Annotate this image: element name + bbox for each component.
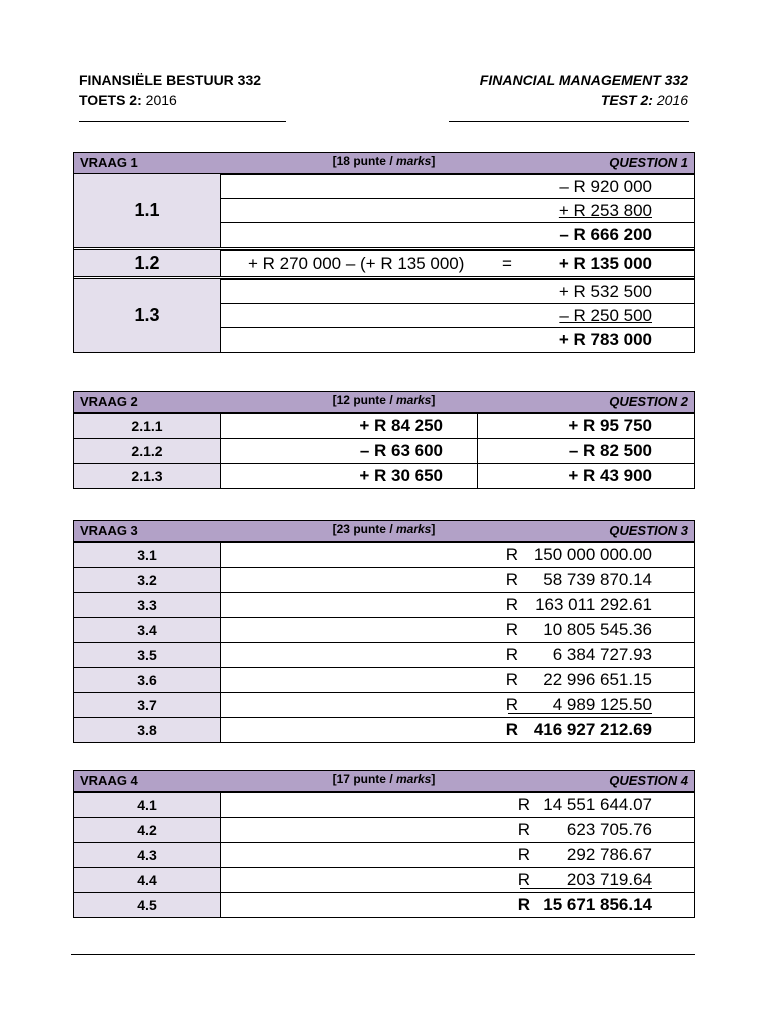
table-row [74,717,694,742]
row-label: 3.3 [74,593,221,617]
answer-total: – R 666 200 [220,222,694,247]
answer-a: + R 30 650 [359,466,443,485]
expression: + R 270 000 – (+ R 135 000) [248,254,465,273]
amount-value: 10 805 545.36 [543,620,652,639]
row-label: 2.1.2 [74,439,221,463]
question-label-af: VRAAG 2 [80,394,138,409]
marks-label: [23 punte / marks] [332,522,436,536]
amount-value: 15 671 856.14 [543,895,652,914]
question-label-en: QUESTION 4 [609,773,688,788]
row-label: 4.3 [74,843,221,867]
answer-a: – R 63 600 [359,441,443,460]
result: + R 135 000 [558,254,652,273]
answer-line: – R 250 500 [220,303,694,328]
currency-symbol: R [505,670,518,689]
question-label-en: QUESTION 3 [609,523,688,538]
table-row [74,592,694,617]
table-row [74,642,694,667]
table-row [74,867,694,892]
currency-symbol: R [505,645,518,664]
row-label: 3.5 [74,643,221,667]
question-1-table [73,152,695,353]
amount-value: 22 996 651.15 [543,670,652,689]
course-title-en: FINANCIAL MANAGEMENT 332 [479,72,688,88]
currency-symbol: R [505,595,518,614]
currency-symbol: R [505,695,518,714]
header-rule-right [449,121,689,122]
section-1-2 [74,247,694,276]
question-4-table [73,770,695,918]
table-row [74,567,694,592]
answer-b: – R 82 500 [568,441,652,460]
table-row [74,892,694,917]
question-label-en: QUESTION 2 [609,394,688,409]
currency-symbol: R [505,545,518,564]
question-3-table [73,520,695,743]
question-4-rows [74,792,694,917]
footer-rule [71,954,695,955]
section-number: 1.1 [74,174,221,247]
table-row [74,792,694,817]
answer-line: + R 253 800 [220,198,694,223]
currency-symbol: R [517,820,530,839]
currency-symbol: R [517,845,530,864]
currency-symbol: R [505,720,518,739]
question-3-rows [74,542,694,742]
amount-value: 292 786.67 [566,845,652,864]
question-label-af: VRAAG 3 [80,523,138,538]
equals-sign: = [502,254,512,273]
currency-symbol: R [517,795,530,814]
row-label: 3.4 [74,618,221,642]
header-left [79,70,261,110]
course-title-af: FINANSIËLE BESTUUR 332 [79,72,262,88]
question-label-af: VRAAG 1 [80,155,138,170]
answer-a: + R 84 250 [359,416,443,435]
amount-value: 4 989 125.50 [552,695,652,714]
amount-value: 150 000 000.00 [533,545,652,564]
header-rule-left [79,121,286,122]
table-row [74,692,694,717]
currency-symbol: R [517,895,530,914]
row-label: 4.4 [74,868,221,892]
marks-label: [12 punte / marks] [332,393,436,407]
row-label: 3.8 [74,718,221,742]
currency-symbol: R [505,620,518,639]
question-label-af: VRAAG 4 [80,773,138,788]
question-1-header [74,153,694,174]
question-label-en: QUESTION 1 [609,155,688,170]
question-4-header [74,771,694,792]
table-row [74,463,694,488]
test-label-af [79,90,261,110]
answer-line: + R 532 500 [220,279,694,304]
question-3-header [74,521,694,542]
amount-value: 416 927 212.69 [533,720,652,739]
table-row [74,542,694,567]
answer-total: + R 783 000 [220,327,694,352]
row-label: 2.1.3 [74,464,221,488]
question-2-table [73,391,695,489]
marks-label: [17 punte / marks] [332,772,436,786]
table-row [74,438,694,463]
row-label: 4.2 [74,818,221,842]
row-label: 3.2 [74,568,221,592]
test-label: TOETS 2: [79,92,142,108]
question-2-header [74,392,694,413]
test-label: TEST 2: [600,92,653,108]
header-right [480,70,688,110]
section-1-3 [74,276,694,352]
amount-value: 58 739 870.14 [543,570,652,589]
answer-line [220,250,694,277]
answer-b: + R 43 900 [568,466,652,485]
row-label: 4.1 [74,793,221,817]
row-label: 3.7 [74,693,221,717]
table-row [74,817,694,842]
currency-symbol: R [517,870,530,889]
table-row [74,667,694,692]
amount-value: 623 705.76 [566,820,652,839]
answer-b: + R 95 750 [568,416,652,435]
section-1-1 [74,174,694,247]
answer-line: – R 920 000 [220,174,694,199]
table-row [74,617,694,642]
amount-value: 163 011 292.61 [535,595,652,614]
section-number: 1.2 [74,250,221,276]
row-label: 2.1.1 [74,414,221,438]
section-number: 1.3 [74,279,221,352]
test-year: 2016 [656,92,688,108]
row-label: 4.5 [74,893,221,917]
amount-value: 14 551 644.07 [543,795,652,814]
row-label: 3.6 [74,668,221,692]
test-label-en [480,90,688,110]
table-row [74,413,694,438]
currency-symbol: R [505,570,518,589]
row-label: 3.1 [74,543,221,567]
table-row [74,842,694,867]
marks-label: [18 punte / marks] [332,154,436,168]
amount-value: 203 719.64 [566,870,652,889]
test-year: 2016 [145,92,177,108]
amount-value: 6 384 727.93 [552,645,652,664]
